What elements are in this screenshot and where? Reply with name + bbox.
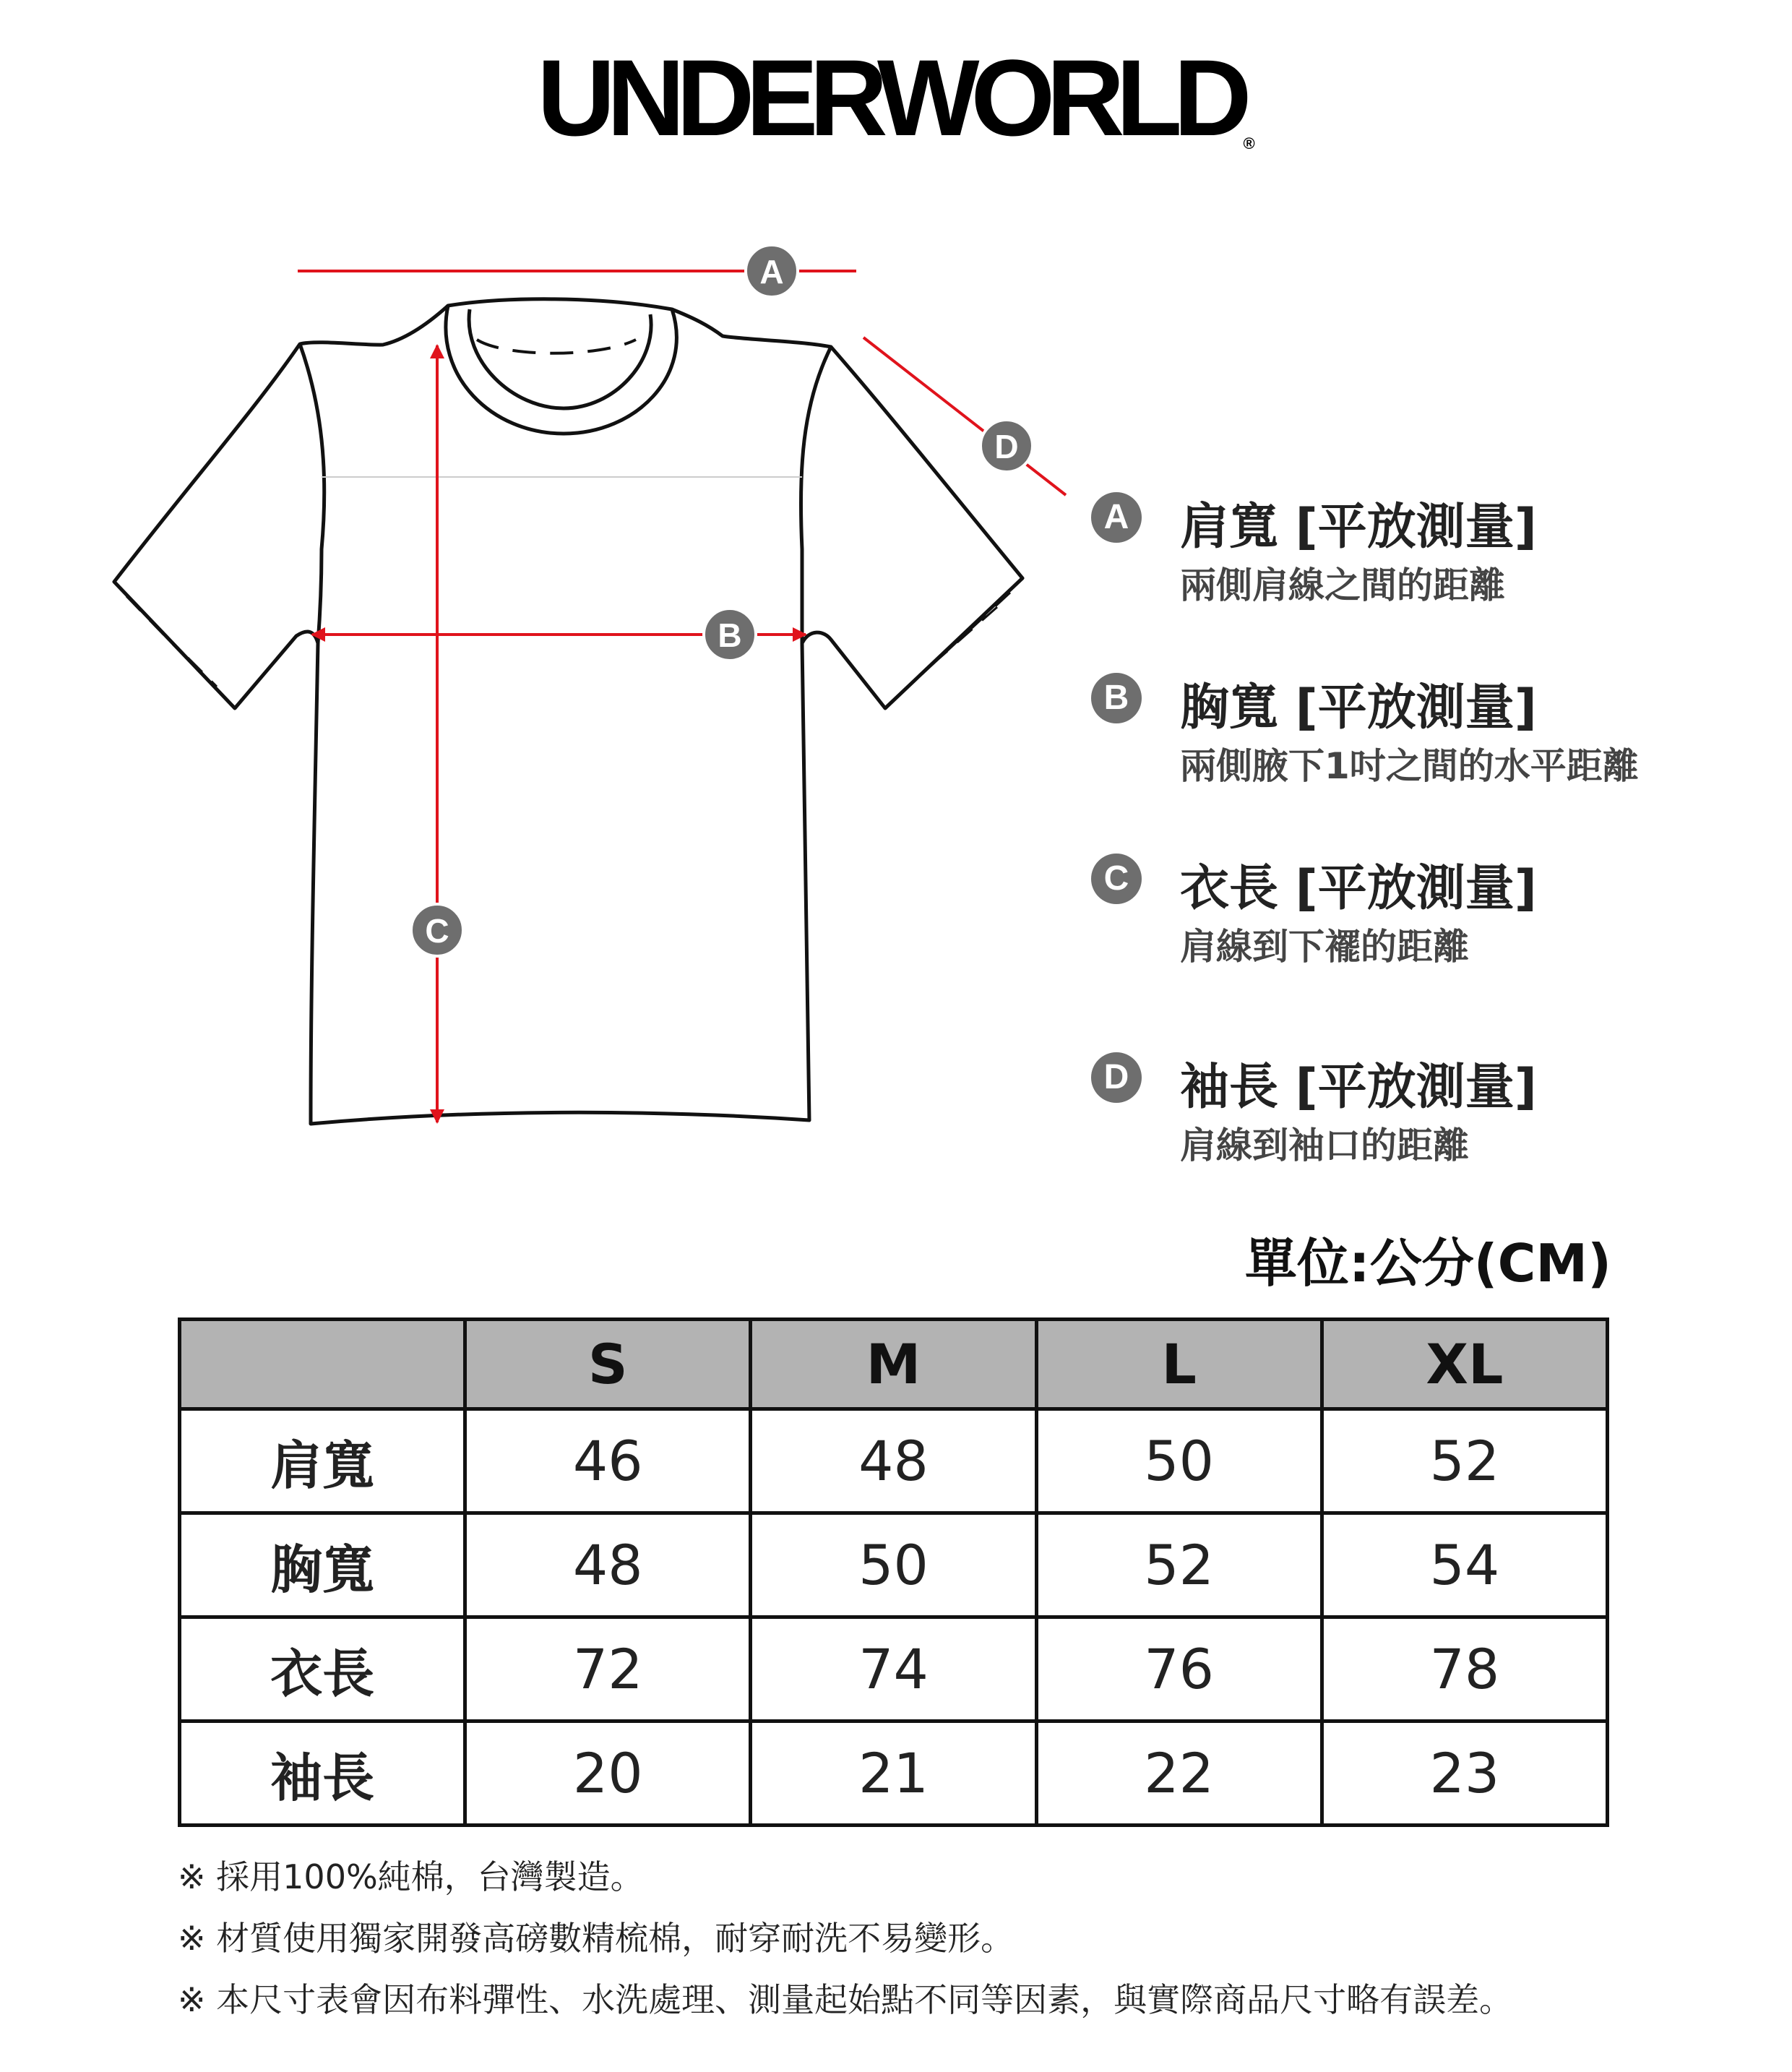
svg-text:B: B	[718, 616, 742, 654]
legend-title-d: 袖長 [平放測量]	[1180, 1059, 1537, 1116]
registered-mark: ®	[1243, 134, 1255, 152]
table-cell: 54	[1322, 1513, 1607, 1617]
row-label: 衣長	[180, 1617, 465, 1721]
brand-name: UNDERWORLD	[537, 37, 1244, 158]
badge-b	[704, 609, 756, 661]
badge-d	[981, 420, 1033, 472]
table-cell: 50	[1036, 1409, 1322, 1513]
table-cell: 22	[1036, 1721, 1322, 1826]
table-cell: 72	[465, 1617, 751, 1721]
legend-badge-b: B	[1091, 673, 1142, 723]
row-label: 胸寬	[180, 1513, 465, 1617]
table-row	[180, 1617, 1608, 1721]
table-cell: 48	[465, 1513, 751, 1617]
row-label: 肩寬	[180, 1409, 465, 1513]
svg-text:C: C	[425, 912, 449, 950]
row-label: 袖長	[180, 1721, 465, 1826]
header-size-l: L	[1036, 1320, 1322, 1409]
table-row	[180, 1721, 1608, 1826]
legend-desc-a: 兩側肩線之間的距離	[1180, 564, 1505, 606]
header-size-s: S	[465, 1320, 751, 1409]
legend-title-a: 肩寬 [平放測量]	[1180, 499, 1537, 556]
legend-badge-c: C	[1091, 854, 1142, 904]
table-cell: 74	[751, 1617, 1036, 1721]
table-cell: 52	[1036, 1513, 1322, 1617]
table-row	[180, 1409, 1608, 1513]
table-cell: 48	[751, 1409, 1036, 1513]
table-cell: 21	[751, 1721, 1036, 1826]
table-row	[180, 1513, 1608, 1617]
note-3: ※ 本尺寸表會因布料彈性、水洗處理、測量起始點不同等因素，與實際商品尺寸略有誤差。	[178, 1980, 1513, 2019]
svg-text:D: D	[994, 428, 1019, 465]
legend-desc-c: 肩線到下襬的距離	[1180, 926, 1469, 968]
table-cell: 50	[751, 1513, 1036, 1617]
notes	[178, 1847, 1512, 2031]
legend-title-b: 胸寬 [平放測量]	[1180, 679, 1537, 736]
unit-label: 單位:公分(CM)	[1244, 1233, 1611, 1294]
badge-c	[411, 904, 463, 956]
legend-badge-a: A	[1091, 492, 1142, 543]
note-2: ※ 材質使用獨家開發高磅數精梳棉，耐穿耐洗不易變形。	[178, 1919, 1015, 1958]
measurement-lines	[298, 271, 1066, 1122]
legend-title-c: 衣長 [平放測量]	[1180, 860, 1537, 917]
table-cell: 52	[1322, 1409, 1607, 1513]
svg-text:A: A	[759, 253, 784, 291]
legend-badge-d: D	[1091, 1052, 1142, 1103]
table-cell: 78	[1322, 1617, 1607, 1721]
table-cell: 20	[465, 1721, 751, 1826]
table-header-row	[180, 1320, 1608, 1409]
header-corner	[180, 1320, 465, 1409]
legend-desc-d: 肩線到袖口的距離	[1180, 1125, 1469, 1166]
table-cell: 76	[1036, 1617, 1322, 1721]
tshirt-outline	[114, 299, 1022, 1124]
table-cell: 23	[1322, 1721, 1607, 1826]
table-cell: 46	[465, 1409, 751, 1513]
legend-desc-b: 兩側腋下1吋之間的水平距離	[1180, 745, 1639, 787]
note-1: ※ 採用100%純棉，台灣製造。	[178, 1857, 644, 1896]
header-size-m: M	[751, 1320, 1036, 1409]
badge-a	[746, 245, 798, 297]
measure-line-d	[863, 338, 1066, 495]
size-table	[178, 1317, 1609, 1827]
header-size-xl: XL	[1322, 1320, 1607, 1409]
